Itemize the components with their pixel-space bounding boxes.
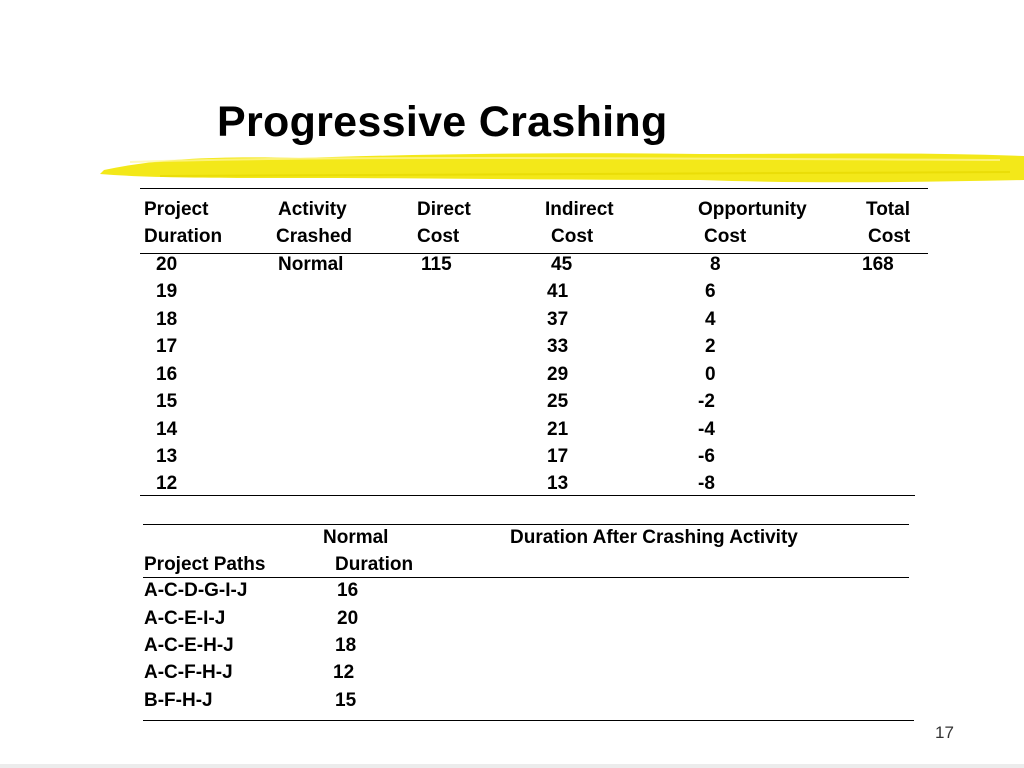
path-row-path: B-F-H-J (144, 690, 213, 711)
cost-row-indirect: 33 (547, 336, 569, 357)
page-number: 17 (935, 723, 954, 742)
cost-row-duration: 18 (156, 309, 178, 330)
cost-row-duration: 17 (156, 336, 178, 357)
header-indirect-cost-line2: Cost (551, 226, 594, 247)
header-total-cost: Total (866, 199, 910, 220)
cost-row-duration: 14 (156, 419, 178, 440)
highlighter-stroke (100, 148, 1024, 188)
cost-row-opportunity: 0 (705, 364, 716, 385)
header-total-cost-line2: Cost (868, 226, 911, 247)
header-duration: Duration (335, 554, 414, 575)
header-direct-cost: Direct (417, 199, 471, 220)
cost-row-duration: 12 (156, 473, 178, 494)
path-row-duration: 15 (335, 690, 357, 711)
header-direct-cost-line2: Cost (417, 226, 460, 247)
header-project-duration-line2: Duration (144, 226, 223, 247)
cost-row-duration: 20 (156, 254, 178, 275)
header-project-paths: Project Paths (144, 554, 266, 575)
cost-table-header-rule (140, 253, 928, 254)
cost-table-top-rule (140, 188, 928, 189)
header-activity-crashed-line2: Crashed (276, 226, 353, 247)
cost-row-duration: 16 (156, 364, 178, 385)
path-row-path: A-C-E-I-J (144, 608, 226, 629)
cost-row-opportunity: 6 (705, 281, 716, 302)
cost-row-duration: 19 (156, 281, 178, 302)
cost-row-opportunity: 4 (705, 309, 716, 330)
cost-row-indirect: 37 (547, 309, 569, 330)
cost-row-opportunity: -6 (698, 446, 715, 467)
cost-row-opportunity: -2 (698, 391, 715, 412)
header-indirect-cost: Indirect (545, 199, 614, 220)
header-activity-crashed: Activity (278, 199, 347, 220)
path-row-duration: 12 (333, 662, 355, 683)
cost-row-indirect: 25 (547, 391, 569, 412)
cost-row-indirect: 45 (551, 254, 573, 275)
cost-row-opportunity: 8 (710, 254, 721, 275)
cost-table-bottom-rule (140, 495, 915, 496)
cost-row-indirect: 41 (547, 281, 569, 302)
header-project-duration: Project (144, 199, 209, 220)
cost-row-direct: 115 (421, 254, 452, 275)
cost-row-indirect: 17 (547, 446, 569, 467)
cost-row-indirect: 21 (547, 419, 569, 440)
path-row-duration: 18 (335, 635, 357, 656)
cost-row-indirect: 29 (547, 364, 569, 385)
cost-row-opportunity: -8 (698, 473, 715, 494)
path-row-path: A-C-D-G-I-J (144, 580, 248, 601)
cost-row-duration: 15 (156, 391, 178, 412)
path-row-path: A-C-E-H-J (144, 635, 234, 656)
cost-row-activity: Normal (278, 254, 344, 275)
path-table-bottom-rule (143, 720, 914, 721)
cost-row-total: 168 (862, 254, 894, 275)
cost-row-duration: 13 (156, 446, 178, 467)
header-normal: Normal (323, 527, 389, 548)
header-opportunity-cost-line2: Cost (704, 226, 747, 247)
cost-row-opportunity: -4 (698, 419, 715, 440)
path-row-duration: 20 (337, 608, 359, 629)
header-duration-after-crashing: Duration After Crashing Activity (510, 527, 798, 548)
path-table-header-rule (143, 577, 909, 578)
path-row-duration: 16 (337, 580, 359, 601)
slide-title: Progressive Crashing (217, 98, 668, 146)
path-table-top-rule (143, 524, 909, 525)
cost-row-indirect: 13 (547, 473, 569, 494)
cost-row-opportunity: 2 (705, 336, 716, 357)
bottom-bar (0, 764, 1024, 768)
path-row-path: A-C-F-H-J (144, 662, 233, 683)
header-opportunity-cost: Opportunity (698, 199, 807, 220)
